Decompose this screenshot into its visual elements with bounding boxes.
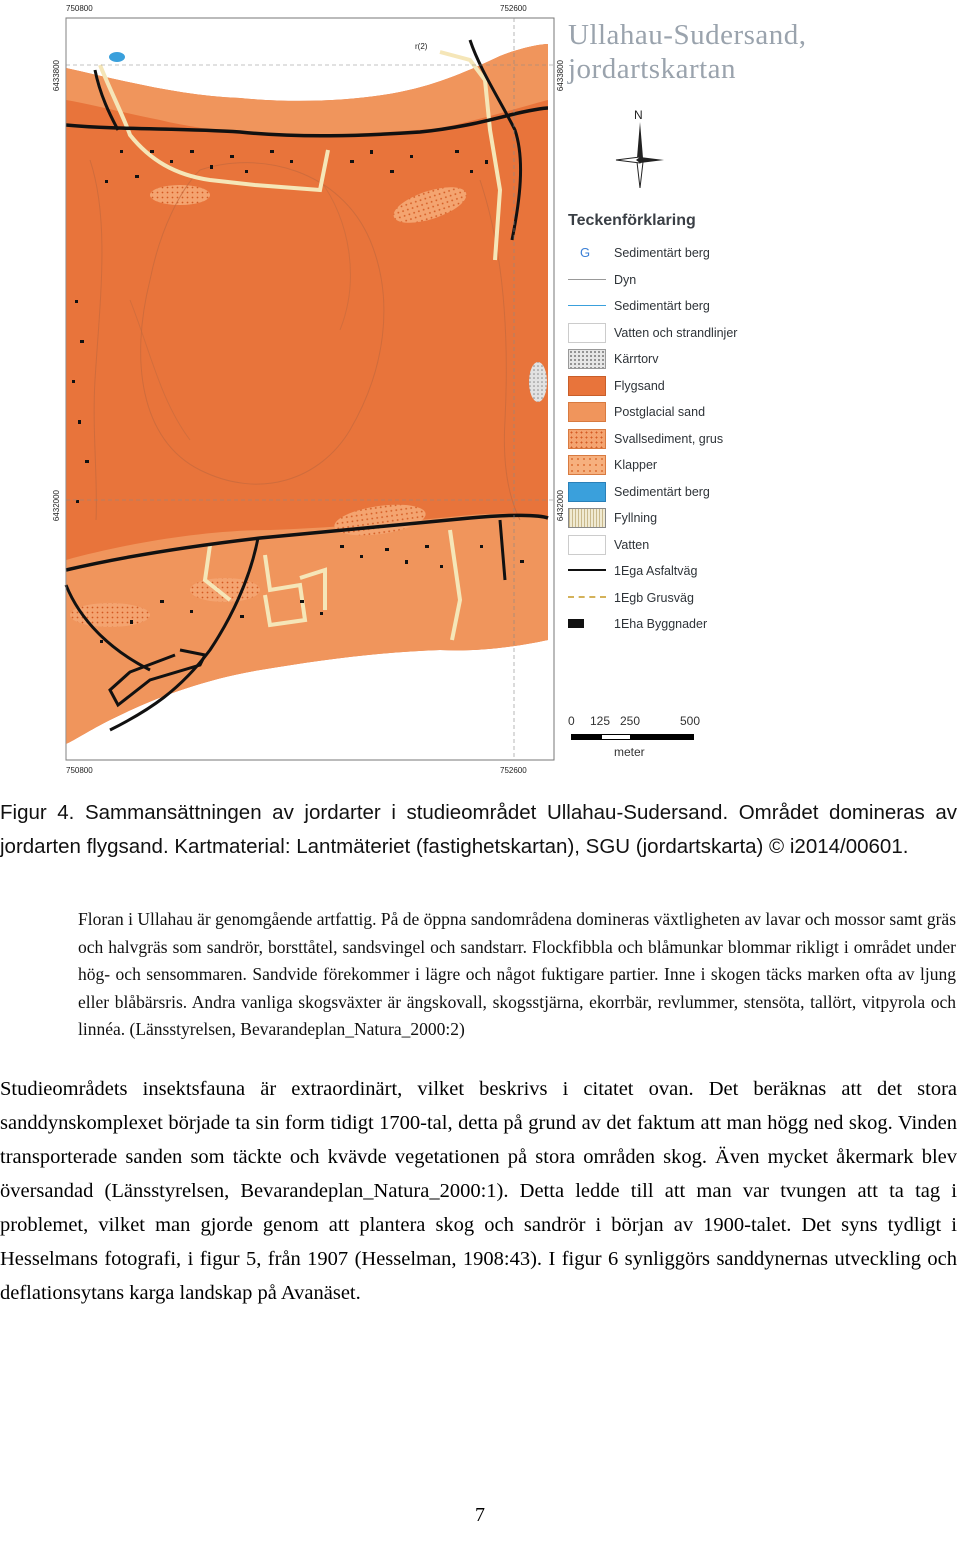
legend-item [568, 532, 798, 559]
legend-item [568, 346, 798, 373]
legend-label: Sedimentärt berg [614, 484, 710, 499]
legend-label: Kärrtorv [614, 352, 659, 367]
legend-symbol-building [568, 614, 606, 634]
legend-symbol-white [568, 323, 606, 343]
scale-tick-label: 250 [620, 714, 641, 728]
coord-label: 6433800 [52, 60, 61, 92]
coord-label: 6432000 [556, 490, 565, 522]
legend-item [568, 399, 798, 426]
map-title-line: jordartskartan [568, 53, 737, 85]
coord-label: 6432000 [52, 490, 61, 522]
map-annotation: r(2) [415, 42, 428, 51]
legend-symbol-g: G [580, 245, 591, 261]
kartorv-patch [529, 362, 547, 402]
scale-tick-label: 125 [590, 714, 611, 728]
lake [109, 52, 125, 62]
legend-symbol-flygsand [568, 376, 606, 396]
legend-symbol-klapper [568, 455, 606, 475]
scale-segment [601, 734, 631, 740]
legend-item [568, 293, 798, 320]
legend-label: Klapper [614, 458, 658, 473]
legend-label: Sedimentärt berg [614, 246, 710, 261]
legend-symbol-hatched [568, 508, 606, 528]
legend-label: Sedimentärt berg [614, 299, 710, 314]
legend-symbol-asphalt [568, 561, 606, 581]
body-paragraph: Studieområdets insektsfauna är extraordinärt, vilket beskrivs i citatet ovan. Det beräknas att det stora sanddynskomplexet började ta sin form tidigt 1700-tal, detta på grund av det faktum att man högg ned skog. Vinden transporterade sanden som täckte och kvävde vegetationen på stora områden skog. Även mycket åkermark blev översandad (Länsstyrelsen, Bevarandeplan_Natura_2000:1). Detta ledde till att man var tvungen att ta tag i problemet, vilket man gjorde genom att plantera skog och sandrör i början av 1900-talet. Det syns tydligt i Hesselmans fotografi, i figur 5, från 1907 (Hesselman, 1908:43). I figur 6 synliggörs sanddynernas utveckling och deflationsytans karga landskap på Avanäset. [0, 1078, 957, 1304]
legend-label: Fyllning [614, 511, 658, 526]
legend-symbol-postglacial [568, 402, 606, 422]
map-legend [568, 212, 798, 638]
legend-label: Dyn [614, 272, 637, 287]
coord-label: 750800 [66, 766, 93, 775]
legend-label: Postglacial sand [614, 405, 706, 420]
scale-tick-label: 500 [680, 714, 701, 728]
coord-label: 750800 [66, 4, 93, 13]
legend-item [568, 267, 798, 294]
scale-unit: meter [614, 745, 645, 759]
page-number: 7 [475, 1504, 485, 1526]
legend-item [568, 373, 798, 400]
legend-item [568, 479, 798, 506]
map-title [568, 18, 828, 86]
legend-symbol-svall [568, 429, 606, 449]
legend-item [568, 320, 798, 347]
legend-title: Teckenförklaring [568, 212, 696, 229]
legend-label: Svallsediment, grus [614, 431, 724, 446]
north-label: N [634, 108, 643, 122]
legend-item [568, 240, 798, 267]
legend-item [568, 611, 798, 638]
figure-caption: Figur 4. Sammansättningen av jordarter i studieområdet Ullahau-Sudersand. Området domineras av jordarten flygsand. Kartmaterial: Lantmäteriet (fastighetskartan), SGU (jordartskarta) © i2014/00601. [0, 801, 957, 858]
legend-symbol-white [568, 535, 606, 555]
map-title-line: Ullahau-Sudersand, [568, 19, 807, 51]
scale-tick-label: 0 [568, 714, 575, 728]
legend-label: Vatten och strandlinjer [614, 325, 738, 340]
legend-symbol-gravel [568, 588, 606, 608]
compass-rose-icon [612, 108, 668, 188]
legend-symbol-dotted [568, 349, 606, 369]
legend-label: 1Egb Grusväg [614, 590, 694, 605]
legend-label: Flygsand [614, 378, 665, 393]
legend-item [568, 452, 798, 479]
scale-bar [568, 714, 718, 764]
legend-label: Vatten [614, 537, 650, 552]
legend-item [568, 505, 798, 532]
scale-segment [571, 734, 601, 740]
legend-item [568, 426, 798, 453]
coord-label: 752600 [500, 766, 527, 775]
scale-segment [631, 734, 694, 740]
legend-symbol-blue [568, 482, 606, 502]
legend-label: 1Eha Byggnader [614, 617, 708, 632]
soil-map [0, 0, 560, 790]
legend-label: 1Ega Asfaltväg [614, 564, 698, 579]
block-quote: Floran i Ullahau är genomgående artfattig. På de öppna sandområdena domineras växtligheten av lavar och mossor samt gräs och halvgräs som sandrör, borsttåtel, sandsvingel och sandstarr. Flockfibbla och blåmunkar blommar rikligt i området under hög- och sensommaren. Sandvide förekommer i lägre och något fuktigare partier. Inne i skogen täcks marken ofta av ljung eller blåbärsris. Andra vanliga skogsväxter är ängskovall, skogsstjärna, ekorrbär, revlummer, stensöta, tallört, vitpyrola och linnéa. (Länsstyrelsen, Bevarandeplan_Natura_2000:2) [78, 909, 956, 1039]
legend-symbol-blue-line [568, 296, 606, 316]
legend-symbol-dyn [568, 270, 606, 290]
legend-item [568, 585, 798, 612]
coord-label: 6433800 [556, 60, 565, 92]
svall-patch [150, 185, 210, 205]
legend-item [568, 558, 798, 585]
coord-label: 752600 [500, 4, 527, 13]
